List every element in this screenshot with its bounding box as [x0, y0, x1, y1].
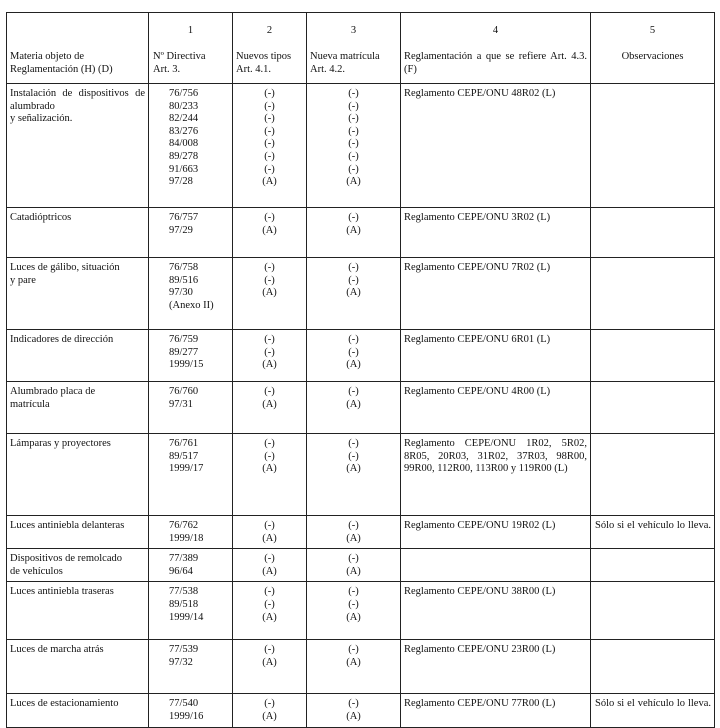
nuevos-tipos-mark: (-) [264, 274, 275, 286]
directiva-number: 97/28 [169, 176, 193, 188]
directiva-number: 83/276 [169, 125, 199, 137]
header-observaciones [591, 13, 715, 84]
nueva-matricula-cell [307, 549, 401, 582]
reglamentacion-cell [401, 434, 591, 516]
nueva-matricula-cell [307, 434, 401, 516]
directiva-number: 76/760 [169, 386, 199, 397]
reglamentacion-cell [401, 208, 591, 258]
reglamentacion-cell [401, 582, 591, 640]
nueva-matricula-mark: (-) [348, 125, 359, 137]
nuevos-tipos-mark: (-) [264, 113, 275, 125]
nueva-matricula-mark: (-) [348, 113, 359, 125]
directiva-number: 97/29 [169, 224, 193, 236]
observaciones-cell [591, 516, 715, 549]
observaciones-cell [591, 640, 715, 694]
reglamentacion-cell [401, 258, 591, 330]
nueva-matricula-mark: (-) [348, 644, 359, 656]
observaciones-cell [591, 208, 715, 258]
nueva-matricula-mark: (A) [346, 463, 361, 475]
nueva-matricula-cell [307, 640, 401, 694]
directiva-number: 76/762 [169, 520, 199, 531]
nuevos-tipos-mark: (-) [264, 586, 275, 598]
nuevos-tipos-mark: (-) [264, 88, 275, 99]
materia-text: Luces de marcha atrás [10, 644, 104, 656]
reglamentacion-cell [401, 84, 591, 208]
reglamentacion-text: Reglamento CEPE/ONU 38R00 (L) [404, 586, 556, 598]
observaciones-cell [591, 330, 715, 382]
header-matricula-line2: Art. 4.2. [310, 63, 345, 75]
reglamentacion-cell [401, 640, 591, 694]
observaciones-text [595, 644, 711, 657]
directiva-number: 80/233 [169, 100, 199, 112]
nuevos-tipos-mark [236, 300, 303, 313]
nuevos-tipos-cell [233, 694, 307, 727]
directiva-cell [149, 549, 233, 582]
reglamentacion-cell [401, 516, 591, 549]
materia-cell [7, 330, 149, 382]
nuevos-tipos-mark: (-) [264, 438, 275, 449]
directiva-number: 77/539 [169, 644, 199, 656]
materia-text: Dispositivos de remolcado [10, 553, 122, 565]
nueva-matricula-cell [307, 330, 401, 382]
header-materia-line2: Reglamentación (H) (D) [10, 63, 113, 75]
header-nuevos-tipos [233, 13, 307, 84]
nuevos-tipos-mark: (A) [262, 463, 277, 475]
nuevos-tipos-cell [233, 84, 307, 208]
table-row [7, 208, 715, 258]
nuevos-tipos-mark: (-) [264, 644, 275, 656]
materia-text: Alumbrado placa de [10, 386, 96, 397]
nuevos-tipos-cell [233, 516, 307, 549]
table-row [7, 258, 715, 330]
observaciones-text [595, 262, 711, 275]
observaciones-text [595, 586, 711, 599]
directiva-cell [149, 434, 233, 516]
nueva-matricula-mark: (-) [348, 586, 359, 598]
regulation-table [6, 12, 715, 728]
nueva-matricula-mark: (-) [348, 274, 359, 286]
nueva-matricula-cell [307, 208, 401, 258]
reglamentacion-cell [401, 694, 591, 727]
observaciones-cell [591, 694, 715, 727]
nuevos-tipos-mark: (-) [264, 334, 275, 345]
directiva-number: 76/761 [169, 438, 199, 449]
observaciones-text [595, 553, 711, 566]
nuevos-tipos-mark: (A) [262, 224, 277, 236]
nueva-matricula-mark: (-) [348, 450, 359, 462]
observaciones-cell [591, 382, 715, 434]
table-body [7, 84, 715, 728]
nueva-matricula-mark: (A) [346, 224, 361, 236]
materia-text: Luces antiniebla delanteras [10, 520, 125, 531]
reglamentacion-text: Reglamento CEPE/ONU 19R02 (L) [404, 520, 556, 531]
directiva-cell [149, 582, 233, 640]
nueva-matricula-cell [307, 694, 401, 727]
header-nuevos-line2: Art. 4.1. [236, 63, 271, 75]
header-reglamentacion-label: Reglamentación a que se refiere Art. 4.3. (F) [404, 51, 587, 75]
nueva-matricula-mark: (-) [348, 438, 359, 449]
observaciones-text [595, 438, 711, 451]
materia-cell [7, 208, 149, 258]
directiva-cell [149, 382, 233, 434]
nuevos-tipos-mark: (-) [264, 125, 275, 137]
nuevos-tipos-mark: (-) [264, 346, 275, 358]
header-number-5: 5 [649, 25, 656, 36]
nuevos-tipos-mark: (-) [264, 553, 275, 565]
table-row [7, 516, 715, 549]
materia-text: matrícula [10, 398, 50, 410]
nuevos-tipos-mark: (-) [264, 450, 275, 462]
nuevos-tipos-mark: (-) [264, 100, 275, 112]
nuevos-tipos-mark: (A) [262, 532, 277, 544]
table-row [7, 582, 715, 640]
nueva-matricula-mark: (A) [346, 710, 361, 722]
header-number-4: 4 [492, 25, 499, 36]
materia-text: Lámparas y proyectores [10, 438, 111, 449]
materia-text: Instalación de dispositivos de alumbrado [10, 88, 145, 112]
nueva-matricula-mark: (-) [348, 386, 359, 397]
directiva-number: 1999/15 [169, 359, 204, 371]
directiva-cell [149, 516, 233, 549]
reglamentacion-cell [401, 382, 591, 434]
nuevos-tipos-mark: (A) [262, 359, 277, 371]
directiva-number: 77/389 [169, 553, 199, 565]
nueva-matricula-mark: (-) [348, 598, 359, 610]
header-number-3: 3 [350, 25, 357, 36]
reglamentacion-text [404, 553, 587, 566]
nueva-matricula-cell [307, 516, 401, 549]
nuevos-tipos-cell [233, 208, 307, 258]
nuevos-tipos-mark: (-) [264, 163, 275, 175]
directiva-number: 1999/18 [169, 532, 204, 544]
nueva-matricula-mark: (A) [346, 398, 361, 410]
materia-cell [7, 694, 149, 727]
nuevos-tipos-mark: (-) [264, 598, 275, 610]
table-row [7, 640, 715, 694]
materia-text: y pare [10, 274, 36, 286]
directiva-number: 97/32 [169, 656, 193, 668]
nuevos-tipos-mark: (A) [262, 611, 277, 623]
nueva-matricula-mark: (-) [348, 150, 359, 162]
nuevos-tipos-mark: (A) [262, 565, 277, 577]
directiva-number: 77/540 [169, 698, 199, 710]
nueva-matricula-mark: (A) [346, 611, 361, 623]
nueva-matricula-cell [307, 382, 401, 434]
nueva-matricula-mark: (-) [348, 138, 359, 150]
materia-text: y señalización. [10, 113, 73, 125]
directiva-number: 89/278 [169, 150, 199, 162]
directiva-number: 89/517 [169, 450, 199, 462]
nueva-matricula-mark [310, 300, 397, 313]
directiva-number: 96/64 [169, 565, 193, 577]
header-directiva-line2: Art. 3. [153, 63, 181, 75]
directiva-number: 1999/17 [169, 463, 204, 475]
directiva-number: 77/538 [169, 586, 199, 598]
materia-text: Luces de gálibo, situación [10, 262, 120, 273]
materia-cell [7, 549, 149, 582]
observaciones-cell [591, 582, 715, 640]
header-directiva [149, 13, 233, 84]
nuevos-tipos-cell [233, 434, 307, 516]
reglamentacion-cell [401, 330, 591, 382]
observaciones-text: Sólo si el vehículo lo lleva. [595, 520, 711, 531]
nueva-matricula-mark: (A) [346, 287, 361, 299]
nuevos-tipos-mark: (-) [264, 698, 275, 710]
header-matricula-line1: Nueva matrícula [310, 51, 380, 62]
header-number-2: 2 [266, 25, 273, 36]
nuevos-tipos-cell [233, 549, 307, 582]
reglamentacion-text: Reglamento CEPE/ONU 3R02 (L) [404, 212, 551, 223]
nuevos-tipos-cell [233, 582, 307, 640]
reglamentacion-text: Reglamento CEPE/ONU 6R01 (L) [404, 334, 551, 345]
observaciones-cell [591, 84, 715, 208]
nueva-matricula-mark: (-) [348, 346, 359, 358]
nuevos-tipos-mark: (A) [262, 656, 277, 668]
nuevos-tipos-cell [233, 382, 307, 434]
directiva-number: 76/759 [169, 334, 199, 345]
header-nuevos-line1: Nuevos tipos [236, 51, 292, 62]
directiva-cell [149, 84, 233, 208]
directiva-cell [149, 640, 233, 694]
nuevos-tipos-mark: (-) [264, 138, 275, 150]
header-number-1: 1 [187, 25, 194, 36]
directiva-cell [149, 694, 233, 727]
directiva-number: 97/31 [169, 398, 193, 410]
nueva-matricula-cell [307, 582, 401, 640]
table-row [7, 84, 715, 208]
observaciones-cell [591, 549, 715, 582]
reglamentacion-text: Reglamento CEPE/ONU 77R00 (L) [404, 698, 556, 710]
nueva-matricula-cell [307, 84, 401, 208]
directiva-cell [149, 330, 233, 382]
reglamentacion-text: Reglamento CEPE/ONU 48R02 (L) [404, 88, 556, 99]
directiva-number: 89/518 [169, 598, 199, 610]
nueva-matricula-mark: (-) [348, 698, 359, 710]
header-reglamentacion [401, 13, 591, 84]
materia-cell [7, 84, 149, 208]
nuevos-tipos-cell [233, 330, 307, 382]
materia-cell [7, 582, 149, 640]
nuevos-tipos-mark: (-) [264, 520, 275, 531]
nuevos-tipos-mark: (-) [264, 150, 275, 162]
nuevos-tipos-mark: (-) [264, 386, 275, 397]
materia-text: de vehículos [10, 565, 63, 577]
observaciones-cell [591, 434, 715, 516]
table-row [7, 434, 715, 516]
header-nueva-matricula [307, 13, 401, 84]
nuevos-tipos-cell [233, 258, 307, 330]
directiva-number: 91/663 [169, 163, 199, 175]
materia-text: Luces de estacionamiento [10, 698, 119, 710]
materia-cell [7, 434, 149, 516]
header-row [7, 13, 715, 84]
nuevos-tipos-mark: (-) [264, 262, 275, 273]
reglamentacion-text: Reglamento CEPE/ONU 23R00 (L) [404, 644, 556, 656]
materia-cell [7, 640, 149, 694]
table-row [7, 549, 715, 582]
reglamentacion-text: Reglamento CEPE/ONU 4R00 (L) [404, 386, 551, 397]
nueva-matricula-mark: (-) [348, 262, 359, 273]
directiva-number: 76/758 [169, 262, 199, 273]
materia-text: Indicadores de dirección [10, 334, 114, 345]
directiva-number: 76/756 [169, 88, 199, 99]
directiva-number: 1999/14 [169, 611, 204, 623]
directiva-number: 89/516 [169, 274, 199, 286]
nueva-matricula-mark: (-) [348, 212, 359, 223]
table-row [7, 382, 715, 434]
materia-text: Catadióptricos [10, 212, 72, 223]
directiva-number: 84/008 [169, 138, 199, 150]
nuevos-tipos-cell [233, 640, 307, 694]
nueva-matricula-mark: (-) [348, 520, 359, 531]
directiva-number: 82/244 [169, 113, 199, 125]
nueva-matricula-mark: (-) [348, 334, 359, 345]
directiva-number: 97/30 [169, 287, 193, 299]
nuevos-tipos-mark: (A) [262, 176, 277, 188]
nueva-matricula-mark: (-) [348, 100, 359, 112]
directiva-number: (Anexo II) [169, 299, 214, 311]
directiva-cell [149, 208, 233, 258]
table-row [7, 694, 715, 727]
nueva-matricula-mark: (A) [346, 565, 361, 577]
nuevos-tipos-mark: (-) [264, 212, 275, 223]
directiva-number: 76/757 [169, 212, 199, 223]
directiva-number: 89/277 [169, 346, 199, 358]
directiva-cell [149, 258, 233, 330]
materia-cell [7, 516, 149, 549]
nuevos-tipos-mark: (A) [262, 710, 277, 722]
materia-cell [7, 258, 149, 330]
nuevos-tipos-mark: (A) [262, 287, 277, 299]
reglamentacion-text: Reglamento CEPE/ONU 7R02 (L) [404, 262, 551, 273]
header-observaciones-label: Observaciones [621, 51, 684, 62]
materia-text: Luces antiniebla traseras [10, 586, 114, 598]
directiva-number: 1999/16 [169, 710, 204, 722]
reglamentacion-cell [401, 549, 591, 582]
observaciones-cell [591, 258, 715, 330]
nueva-matricula-mark: (A) [346, 359, 361, 371]
nueva-matricula-mark: (-) [348, 553, 359, 565]
nueva-matricula-cell [307, 258, 401, 330]
nueva-matricula-mark: (-) [348, 163, 359, 175]
materia-cell [7, 382, 149, 434]
nueva-matricula-mark: (A) [346, 176, 361, 188]
nueva-matricula-mark: (A) [346, 656, 361, 668]
observaciones-text [595, 334, 711, 347]
observaciones-text [595, 212, 711, 225]
table-row [7, 330, 715, 382]
observaciones-text [595, 386, 711, 399]
reglamentacion-text: Reglamento CEPE/ONU 1R02, 5R02, 8R05, 20R03, 31R02, 37R03, 98R00, 99R00, 112R00, 113R00 y 119R00 (L) [404, 438, 587, 475]
nueva-matricula-mark: (A) [346, 532, 361, 544]
header-materia-line1: Materia objeto de [10, 51, 85, 62]
nueva-matricula-mark: (-) [348, 88, 359, 99]
observaciones-text: Sólo si el vehículo lo lleva. [595, 698, 711, 710]
header-materia [7, 13, 149, 84]
header-directiva-line1: Nº Directiva [153, 51, 206, 62]
nuevos-tipos-mark: (A) [262, 398, 277, 410]
observaciones-text [595, 88, 711, 101]
